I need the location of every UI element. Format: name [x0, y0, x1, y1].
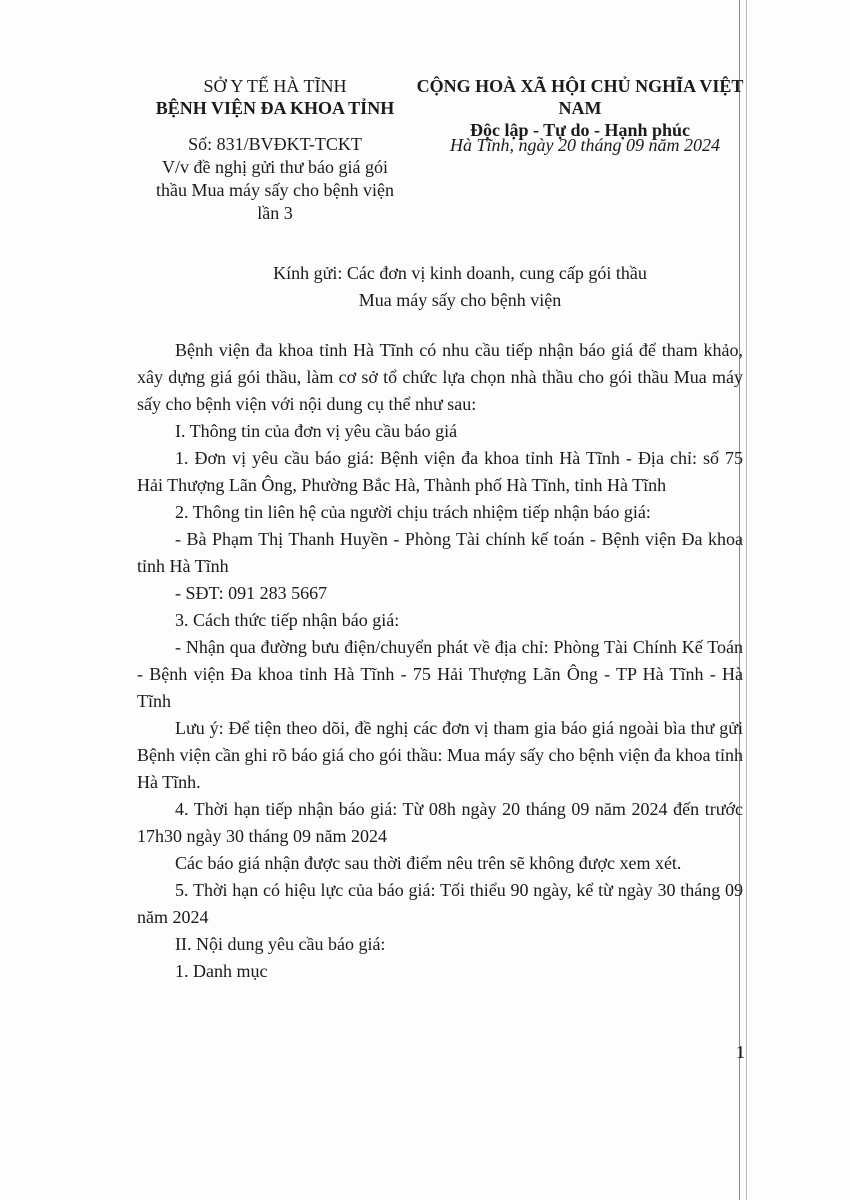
subject-line: thầu Mua máy sấy cho bệnh viện: [156, 180, 394, 200]
body-paragraph: - Bà Phạm Thị Thanh Huyền - Phòng Tài chính kế toán - Bệnh viện Đa khoa tỉnh Hà Tĩnh: [137, 529, 743, 576]
issuer-block: [150, 75, 400, 119]
reference-block: [150, 133, 400, 225]
document-body: [137, 337, 743, 985]
body-paragraph: - Nhận qua đường bưu điện/chuyển phát về địa chỉ: Phòng Tài Chính Kế Toán - Bệnh viện Đa khoa tỉnh Hà Tĩnh - 75 Hải Thượng Lãn Ông - TP Hà Tĩnh - Hà Tĩnh: [137, 637, 743, 711]
page-number: 1: [736, 1042, 745, 1062]
body-paragraph: Các báo giá nhận được sau thời điểm nêu trên sẽ không được xem xét.: [175, 853, 682, 873]
section-heading: II. Nội dung yêu cầu báo giá:: [175, 934, 386, 954]
body-paragraph: 3. Cách thức tiếp nhận báo giá:: [175, 610, 400, 630]
recipient-line: Mua máy sấy cho bệnh viện: [358, 290, 562, 310]
body-paragraph: Bệnh viện đa khoa tỉnh Hà Tĩnh có nhu cầu tiếp nhận báo giá để tham khảo, xây dựng giá gói thầu, làm cơ sở tổ chức lựa chọn nhà thầu cho gói thầu Mua máy sấy cho bệnh viện với nội dung cụ thể như sau:: [137, 340, 743, 414]
body-paragraph: 1. Danh mục: [175, 961, 268, 981]
document-date: Hà Tĩnh, ngày 20 tháng 09 năm 2024: [450, 135, 720, 155]
recipient-line: Kính gửi: Các đơn vị kinh doanh, cung cấp gói thầu: [273, 263, 647, 283]
country-name: CỘNG HOÀ XÃ HỘI CHỦ NGHĨA VIỆT NAM: [416, 76, 744, 118]
body-paragraph: 2. Thông tin liên hệ của người chịu trách nhiệm tiếp nhận báo giá:: [175, 502, 651, 522]
ministry-name: SỞ Y TẾ HÀ TĨNH: [203, 76, 347, 96]
body-paragraph: Lưu ý: Để tiện theo dõi, đề nghị các đơn vị tham gia báo giá ngoài bìa thư gửi Bệnh viện cần ghi rõ báo giá cho gói thầu: Mua máy sấy cho bệnh viện đa khoa tỉnh Hà Tĩnh.: [137, 718, 743, 792]
national-title-block: [395, 75, 765, 141]
subject-line: V/v đề nghị gửi thư báo giá gói: [162, 157, 388, 177]
subject-line: lần 3: [257, 203, 293, 223]
recipient-block: [200, 260, 720, 314]
body-paragraph: 5. Thời hạn có hiệu lực của báo giá: Tối thiểu 90 ngày, kể từ ngày 30 tháng 09 năm 2024: [137, 880, 743, 927]
body-paragraph: 1. Đơn vị yêu cầu báo giá: Bệnh viện đa khoa tỉnh Hà Tĩnh - Địa chỉ: số 75 Hải Thượng Lãn Ông, Phường Bắc Hà, Thành phố Hà Tĩnh, tỉnh Hà Tĩnh: [137, 448, 743, 495]
scan-edge-line: [746, 0, 747, 1200]
section-heading: I. Thông tin của đơn vị yêu cầu báo giá: [175, 421, 458, 441]
document-number: Số: 831/BVĐKT-TCKT: [188, 134, 362, 154]
body-paragraph: 4. Thời hạn tiếp nhận báo giá: Từ 08h ngày 20 tháng 09 năm 2024 đến trước 17h30 ngày 30 tháng 09 năm 2024: [137, 799, 743, 846]
body-paragraph: - SĐT: 091 283 5667: [175, 583, 328, 603]
national-motto: Độc lập - Tự do - Hạnh phúc: [469, 120, 691, 140]
organization-name: BỆNH VIỆN ĐA KHOA TỈNH: [155, 98, 395, 118]
